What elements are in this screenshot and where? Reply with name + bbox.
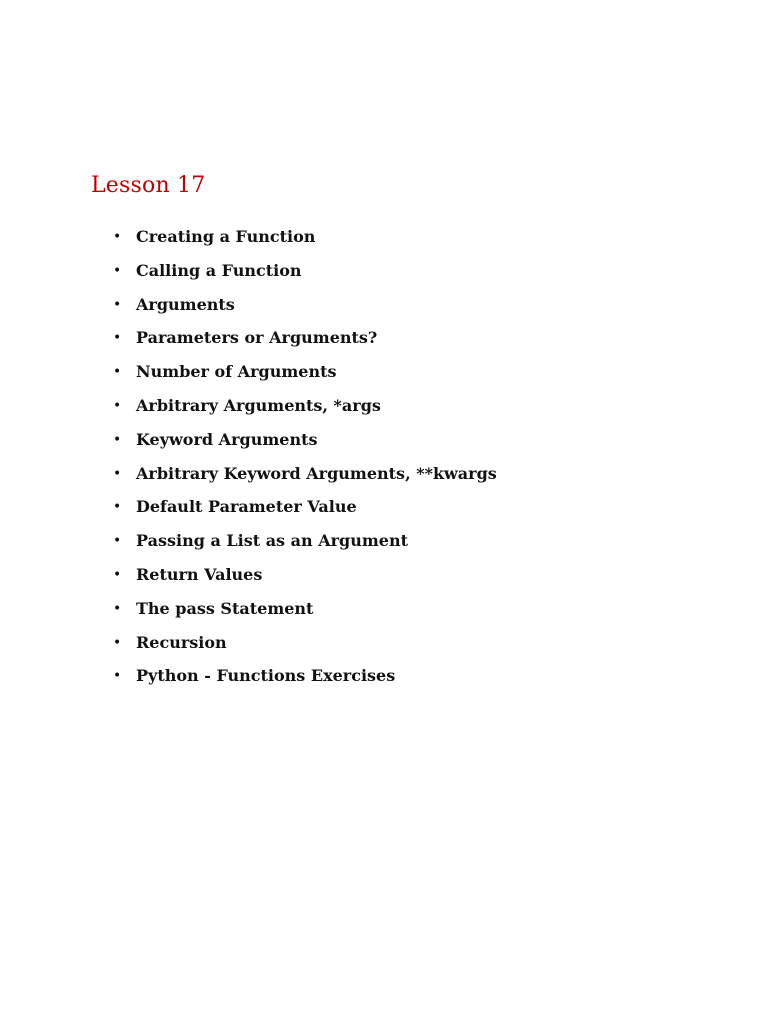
bullet-icon: •	[113, 431, 122, 448]
topic-text: Passing a List as an Argument	[136, 531, 408, 551]
bullet-icon: •	[113, 262, 122, 279]
topic-text: Arguments	[136, 294, 235, 314]
topic-text: Return Values	[136, 564, 263, 584]
bullet-icon: •	[113, 634, 122, 651]
bullet-icon: •	[113, 397, 122, 414]
topic-text: Creating a Function	[136, 227, 316, 246]
bullet-icon: •	[113, 668, 122, 685]
bullet-icon: •	[113, 533, 122, 550]
bullet-icon: •	[113, 600, 122, 617]
topic-text: Number of Arguments	[136, 362, 337, 382]
bullet-icon: •	[113, 499, 122, 516]
topic-text: Recursion	[136, 632, 227, 652]
topic-text: Calling a Function	[136, 260, 302, 280]
bullet-icon: •	[113, 330, 122, 347]
bullet-icon: •	[113, 566, 122, 583]
topic-text: Parameters or Arguments?	[136, 328, 378, 348]
topic-text: Arbitrary Keyword Arguments, **kwargs	[136, 463, 497, 483]
topic-text: Keyword Arguments	[136, 429, 318, 449]
topic-text: Arbitrary Arguments, *args	[136, 395, 381, 415]
topic-text: The pass Statement	[136, 598, 314, 618]
bullet-icon: •	[113, 465, 122, 482]
bullet-icon: •	[113, 229, 122, 245]
topic-text: Python - Functions Exercises	[136, 666, 396, 686]
lesson-title: Lesson 17	[91, 173, 206, 198]
topic-text: Default Parameter Value	[136, 497, 357, 517]
bullet-icon: •	[113, 296, 122, 313]
bullet-icon: •	[113, 364, 122, 381]
